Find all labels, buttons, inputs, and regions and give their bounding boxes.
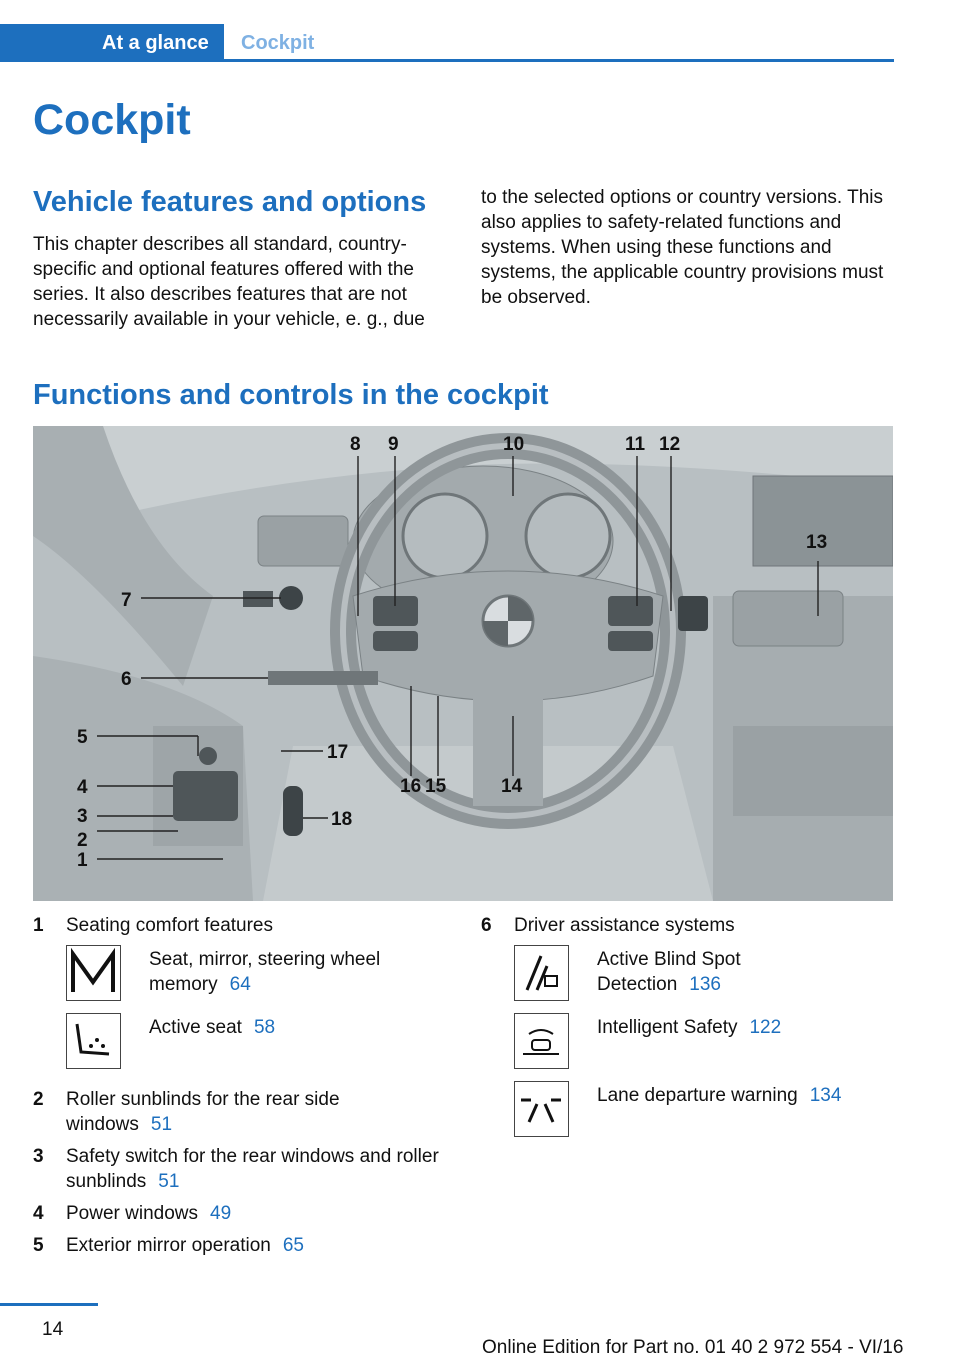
subitem-text: Active Blind Spot Detection 136 [597,949,741,995]
callout-18: 18 [331,809,353,830]
page-link[interactable]: 49 [210,1203,232,1224]
legend-subitem-lane-departure [481,1081,893,1149]
lane-departure-icon [514,1081,569,1137]
item-number: 6 [481,915,492,936]
callout-11: 11 [625,434,646,455]
subitem-text: Lane departure warning 134 [597,1085,842,1106]
active-seat-icon [66,1013,121,1069]
callout-4: 4 [77,777,88,798]
item-number: 2 [33,1089,44,1110]
item-text: Exterior mirror operation 65 [66,1235,304,1256]
blind-spot-icon [514,945,569,1001]
legend-subitem-memory [33,945,443,1013]
callout-10: 10 [503,434,525,455]
legend-subitem-intelligent-safety [481,1013,893,1081]
intro-paragraph-left: This chapter describes all standard, country-specific and optional features offered with the series. It also describes features that are not necessarily available in your vehicle, e. g., due [33,234,425,330]
callout-12: 12 [659,434,681,455]
item-text: Power windows 49 [66,1203,232,1224]
page-link[interactable]: 122 [749,1017,782,1038]
callout-7: 7 [121,590,132,611]
page-number: 14 [42,1319,64,1340]
subitem-text: Seat, mirror, steering wheel memory 64 [149,949,381,995]
item-text: Safety switch for the rear windows and roller sunblinds 51 [66,1146,439,1192]
item-number: 4 [33,1203,44,1224]
item-text: Driver assistance systems [514,915,735,936]
legend-subitem-active-seat [33,1013,443,1081]
callout-15: 15 [425,776,447,797]
legend-item-6 [481,913,893,938]
footer-divider [0,1303,98,1306]
page-link[interactable]: 58 [253,1017,276,1038]
tab-at-a-glance[interactable] [0,24,224,62]
legend-item-3 [33,1144,443,1194]
page-link[interactable]: 65 [282,1235,304,1256]
memory-m-icon [66,945,121,1001]
footer-edition: Online Edition for Part no. 01 40 2 972 554 - VI/16 [482,1337,904,1358]
subitem-text: Active seat 58 [149,1017,276,1038]
cockpit-illustration [33,426,893,901]
page-link[interactable]: 64 [229,974,251,995]
item-number: 5 [33,1235,44,1256]
tab-label-active: At a glance [102,32,209,54]
legend-item-4 [33,1201,443,1226]
callout-9: 9 [388,434,399,455]
item-number: 3 [33,1146,44,1167]
callout-17: 17 [327,742,349,763]
page-link[interactable]: 51 [150,1114,173,1135]
intelligent-safety-icon [514,1013,569,1069]
callout-1: 1 [77,850,88,871]
page-title: Cockpit [33,96,191,144]
section-heading-functions: Functions and controls in the cockpit [33,379,549,411]
page-link[interactable]: 136 [689,974,721,995]
intro-paragraph-right: to the selected options or country versions. This also applies to safety-related functions and systems. When using these functions and systems, the applicable country provisions must be observed. [481,187,884,308]
header-bar [0,0,960,62]
subitem-text: Intelligent Safety 122 [597,1017,782,1038]
callout-13: 13 [806,532,828,553]
legend-item-1 [33,913,443,938]
legend-item-2 [33,1087,443,1137]
legend-subitem-blind-spot [481,945,893,1013]
header-divider [224,59,894,62]
item-text: Roller sunblinds for the rear side windows 51 [66,1089,340,1135]
item-text: Seating comfort features [66,915,273,936]
callout-14: 14 [501,776,523,797]
callout-8: 8 [350,434,361,455]
callout-16: 16 [400,776,422,797]
section-heading-vehicle: Vehicle features and options [33,186,427,218]
legend-left [33,913,443,1258]
page-link[interactable]: 51 [158,1171,180,1192]
page-link[interactable]: 134 [809,1085,842,1106]
legend-item-5 [33,1233,443,1258]
tab-cockpit[interactable]: Cockpit [241,32,315,54]
callout-5: 5 [77,727,88,748]
callout-2: 2 [77,830,88,851]
item-number: 1 [33,915,44,936]
callout-3: 3 [77,806,88,827]
callout-6: 6 [121,669,132,690]
legend-right [481,913,893,1149]
